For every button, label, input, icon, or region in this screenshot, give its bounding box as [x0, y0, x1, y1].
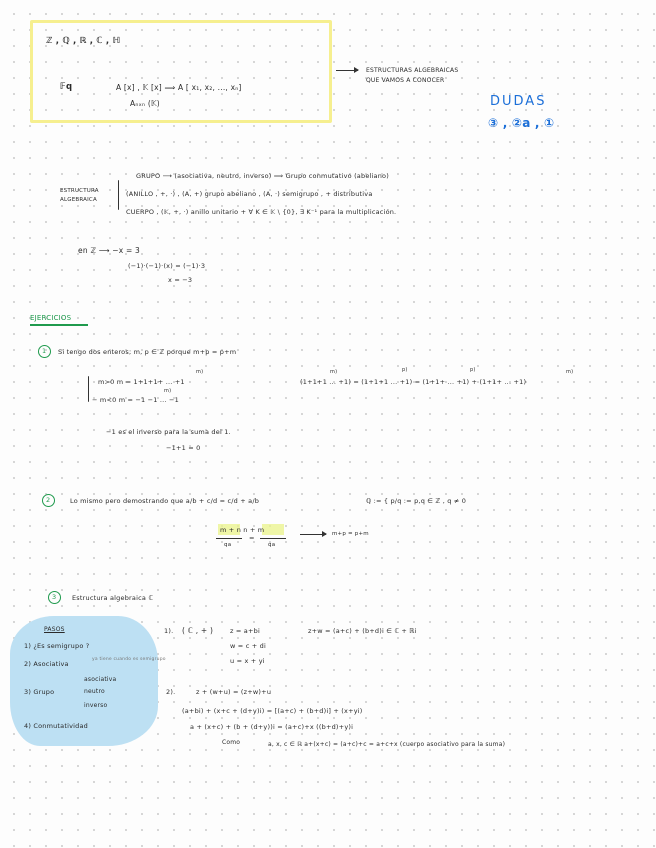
cases-brace	[88, 376, 89, 402]
field-symbol: 𝔽q	[60, 82, 73, 92]
case-pos-sup: m)	[196, 369, 204, 375]
example-z-line1: en ℤ ⟶ −x = 3	[78, 246, 141, 255]
structure-label-line1: ESTRUCTURA	[60, 188, 99, 194]
exercise-2-number: 2	[46, 496, 51, 504]
dudas-items: ③ , ②a , ①	[488, 116, 555, 130]
arrow-right-icon	[336, 70, 358, 71]
expansion-equation: (1+1+1 ... +1) = (1+1+1 ... +1) = (1+1+ ... +1) + (1+1+ ... +1)	[300, 378, 527, 386]
fraction-den-right: qa	[268, 542, 276, 548]
case-neg-sup: m)	[164, 388, 172, 394]
fraction-equals: =	[249, 534, 255, 542]
paso-3: 3) Grupo	[24, 688, 55, 696]
case-negative: − m<0 m = −1 −1 ... −1	[92, 396, 179, 404]
structure-brace	[118, 180, 119, 210]
step-2-line2: (a+bi) + (x+c + (d+y)i) = [(a+c) + (b+d)i] + (x+yi)	[182, 707, 363, 715]
inverse-equation: −1+1 = 0	[166, 444, 201, 452]
step-1-z: z = a+bi	[230, 627, 260, 635]
exercises-underline	[30, 324, 88, 326]
step-1-sum: z+w = (a+c) + (b+d)i ∈ ℂ + ℝi	[308, 627, 417, 635]
paso-4: 4) Conmutatividad	[24, 722, 88, 730]
anillo-definition: (ANILLO , +, ·) , (A, +) grupo abeliano , (A, ·) semigrupo , + distributiva	[126, 190, 373, 198]
fraction-numerators: m + n n + m	[220, 526, 265, 534]
fraction-note: m+p = p+m	[332, 531, 369, 537]
dudas-title: DUDAS	[490, 94, 547, 109]
algebraic-note-line1: ESTRUCTURAS ALGEBRAICAS	[366, 67, 459, 74]
step-2-line1: z + (w+u) = (z+w)+u	[196, 688, 272, 696]
expansion-sup-1: m)	[330, 369, 338, 375]
fraction-bar-right	[260, 538, 286, 539]
exercises-title: EJERCICIOS	[30, 314, 72, 322]
exercise-3-statement: Estructura algebraica ℂ	[72, 594, 154, 602]
paso-1: 1) ¿Es semigrupo ?	[24, 642, 90, 650]
fraction-den-left: qa	[224, 542, 232, 548]
expansion-sup-4: m)	[566, 369, 574, 375]
cuerpo-definition: CUERPO , (𝕂, +, ·) anillo unitario + ∀ K ∈ 𝕂 \ {0}, ∃ K⁻¹ para la multiplicación.	[126, 208, 397, 216]
step-2-line3: a + (x+c) + (b + (d+y))i = (a+c)+x ((b+d)+y)i	[190, 723, 354, 731]
pasos-title: PASOS	[44, 626, 65, 633]
case-positive: m>0 m = 1+1+1+ ... +1	[98, 378, 185, 386]
paso-3-inverso: inverso	[84, 702, 108, 709]
expansion-sup-3: p)	[470, 367, 476, 373]
paso-2: 2) Asociativa	[24, 660, 69, 668]
fraction-bar-left	[216, 538, 242, 539]
structure-label-line2: ALGEBRAICA	[60, 197, 97, 203]
exercise-2-statement: Lo mismo pero demostrando que a/b + c/d = c/d + a/b	[70, 497, 260, 505]
step-1-label: 1).	[164, 627, 174, 635]
expansion-sup-2: p)	[402, 367, 408, 373]
highlight-2	[262, 524, 284, 535]
rational-definition: ℚ := { p/q := p,q ∈ ℤ , q ≠ 0	[366, 497, 467, 505]
grupo-definition: GRUPO ⟶ (asociativa, neutro, inverso) ⟹ Grupo conmutativo (abeliano)	[136, 172, 389, 180]
step-2-label: 2).	[166, 688, 176, 696]
step-1-set: ( ℂ , + )	[182, 626, 214, 635]
paso-2-note: ya tiene cuando es semigrupo	[92, 657, 166, 662]
step-1-w: w = c + di	[230, 642, 266, 650]
exercise-1-number: 1	[42, 347, 47, 355]
exercise-1-statement: Si tengo dos enteros; m, p ∈ ℤ porque m+p = p+m	[58, 348, 237, 356]
arrow-right-icon	[300, 534, 326, 535]
step-2-como: Como	[222, 739, 241, 746]
number-sets: ℤ , ℚ , ℝ , ℂ , ℍ	[46, 36, 121, 46]
paso-3-asociativa: asociativa	[84, 676, 117, 683]
exercise-3-number: 3	[52, 593, 57, 601]
algebraic-note-line2: QUE VAMOS A CONOCER	[366, 77, 445, 84]
step-1-u: u = x + yi	[230, 657, 265, 665]
example-z-line3: x = −3	[168, 276, 193, 284]
polynomial-rings: A [x] , 𝕂 [x] ⟹ A [ x₁, x₂, ..., xₙ]	[116, 83, 242, 92]
inverse-note: −1 es el inverso para la suma del 1.	[106, 428, 231, 436]
matrix-ring: Aₙₓₙ (𝕂)	[130, 99, 160, 108]
step-2-line4: a, x, c ∈ ℝ a+(x+c) = (a+c)+c = a+c+x (cuerpo asociativo para la suma)	[268, 741, 506, 748]
paso-3-neutro: neutro	[84, 688, 105, 695]
example-z-line2: (−1)·(−1)·(x) = (−1)·3	[128, 262, 206, 270]
